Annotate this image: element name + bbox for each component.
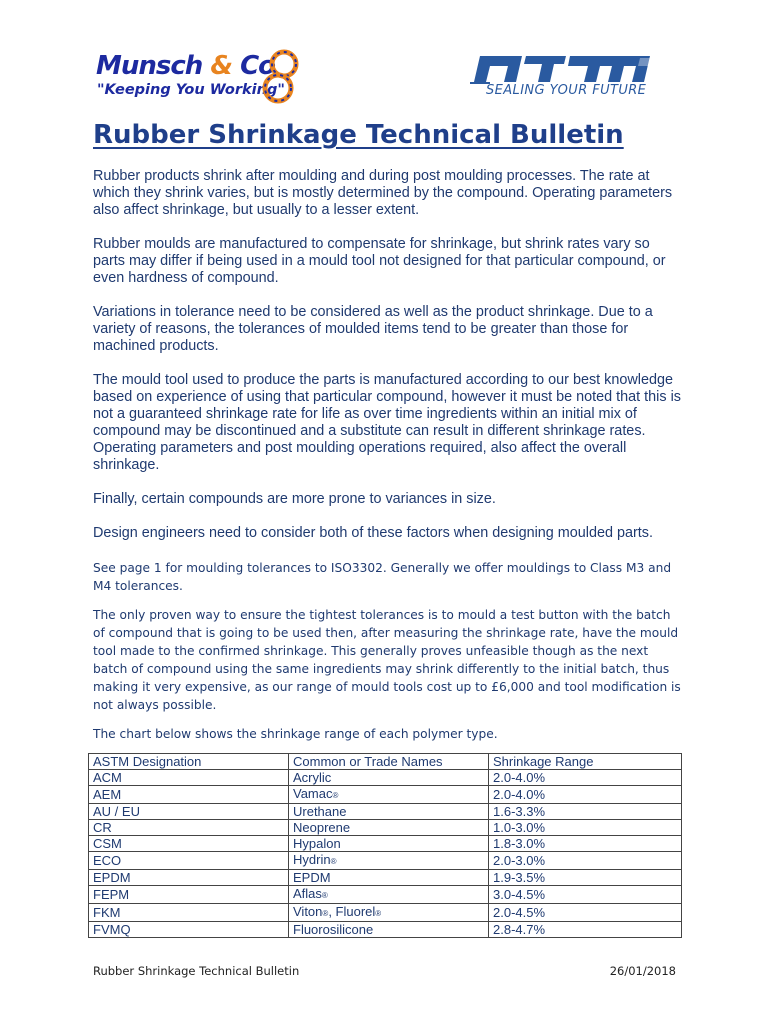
trade-name-cell xyxy=(289,786,489,804)
trade-name-cell xyxy=(289,804,489,820)
ptm-tagline: SEALING YOUR FUTURE xyxy=(486,83,647,98)
trade-name: Viton xyxy=(293,904,323,919)
trade-name-cell xyxy=(289,836,489,852)
astm-cell: CSM xyxy=(89,836,289,852)
astm-cell: FVMQ xyxy=(89,922,289,938)
shrinkage-range-cell: 1.8-3.0% xyxy=(489,836,682,852)
trade-name: Acrylic xyxy=(293,770,332,785)
paragraph: Design engineers need to consider both of these factors when designing moulded parts. xyxy=(93,525,653,541)
trade-name: Hypalon xyxy=(293,836,341,851)
trade-name: Neoprene xyxy=(293,820,351,835)
shrinkage-range-cell: 2.0-4.5% xyxy=(489,904,682,922)
ptm-logo xyxy=(462,52,662,102)
paragraph: Variations in tolerance need to be considered as well as the product shrinkage. Due to a variety of reasons, the tolerances of moulded items tend to be greater than those for machined products. xyxy=(93,304,653,354)
trade-name: Vamac xyxy=(293,786,333,801)
table-header-row xyxy=(89,754,682,770)
paragraph: The mould tool used to produce the parts is manufactured according to our best knowledge based on experience of using that particular compound, however it must be noted that this is not a guaranteed shrinkage rate for life as over time ingredients within an initial mix of compound may be discontinued and a substitute can result in different shrinkage rates. Operating parameters and post moulding operations required, also affect the overall shrinkage. xyxy=(93,372,681,473)
trade-name: Hydrin xyxy=(293,852,331,867)
trade-name-cell xyxy=(289,922,489,938)
munsch-logo xyxy=(93,48,313,104)
table-row xyxy=(89,804,682,820)
document-title: Rubber Shrinkage Technical Bulletin xyxy=(93,120,624,150)
paragraph: Rubber moulds are manufactured to compensate for shrinkage, but shrink rates vary so parts may differ if being used in a mould tool not designed for that particular compound, or even hardness of compound. xyxy=(93,236,666,286)
trade-name-cell xyxy=(289,820,489,836)
registered-mark: ® xyxy=(322,909,329,918)
table-row xyxy=(89,786,682,804)
astm-cell: EPDM xyxy=(89,870,289,886)
trade-name-cell xyxy=(289,870,489,886)
ring-seals-icon xyxy=(256,48,306,106)
trade-name-cell xyxy=(289,852,489,870)
table-row xyxy=(89,886,682,904)
trade-name: Urethane xyxy=(293,804,347,819)
trade-name-cell xyxy=(289,904,489,922)
column-header: Common or Trade Names xyxy=(289,754,489,770)
trade-name: Fluorosilicone xyxy=(293,922,374,937)
astm-cell: FKM xyxy=(89,904,289,922)
registered-mark: ® xyxy=(375,909,382,918)
shrinkage-range-cell: 2.0-4.0% xyxy=(489,770,682,786)
trade-name-cell xyxy=(289,770,489,786)
astm-cell: AEM xyxy=(89,786,289,804)
shrinkage-table xyxy=(88,753,682,938)
footer-title: Rubber Shrinkage Technical Bulletin xyxy=(93,964,300,978)
column-header: ASTM Designation xyxy=(89,754,289,770)
astm-cell: FEPM xyxy=(89,886,289,904)
astm-cell: AU / EU xyxy=(89,804,289,820)
shrinkage-range-cell: 2.8-4.7% xyxy=(489,922,682,938)
munsch-logo-tagline: "Keeping You Working" xyxy=(97,82,285,98)
astm-cell: ECO xyxy=(89,852,289,870)
table-row xyxy=(89,820,682,836)
paragraph: See page 1 for moulding tolerances to ISO3302. Generally we offer mouldings to Class M3 and M4 tolerances. xyxy=(93,561,672,593)
shrinkage-range-cell: 1.9-3.5% xyxy=(489,870,682,886)
trade-name-cell xyxy=(289,886,489,904)
document-body xyxy=(93,168,683,754)
munsch-logo-name: Munsch & Co xyxy=(96,51,276,81)
shrinkage-range-cell: 2.0-4.0% xyxy=(489,786,682,804)
paragraph: Rubber products shrink after moulding and during post moulding processes. The rate at which they shrink varies, but is mostly determined by the compound. Operating parameters also affect shrinkage, but usually to a lesser extent. xyxy=(93,168,673,218)
trade-name: Aflas xyxy=(293,886,322,901)
column-header: Shrinkage Range xyxy=(489,754,682,770)
table-row xyxy=(89,852,682,870)
table-row xyxy=(89,836,682,852)
shrinkage-range-cell: 1.6-3.3% xyxy=(489,804,682,820)
registered-mark: ® xyxy=(330,857,337,866)
shrinkage-range-cell: 1.0-3.0% xyxy=(489,820,682,836)
registered-mark: ® xyxy=(321,891,328,900)
trade-name: , Fluorel xyxy=(328,904,376,919)
registered-mark: ® xyxy=(332,791,339,800)
shrinkage-range-cell: 2.0-3.0% xyxy=(489,852,682,870)
table-row xyxy=(89,922,682,938)
shrinkage-range-cell: 3.0-4.5% xyxy=(489,886,682,904)
table-row xyxy=(89,770,682,786)
astm-cell: ACM xyxy=(89,770,289,786)
paragraph: The only proven way to ensure the tightest tolerances is to mould a test button with the batch of compound that is going to be used then, after measuring the shrinkage rate, have the mould tool made to the confirmed shrinkage. This generally proves unfeasible though as the next batch of compound using the same ingredients may shrink differently to the initial batch, thus making it very expensive, as our range of mould tools cost up to £6,000 and tool modification is not always possible. xyxy=(93,608,681,712)
paragraph: The chart below shows the shrinkage range of each polymer type. xyxy=(93,727,498,741)
astm-cell: CR xyxy=(89,820,289,836)
footer-date: 26/01/2018 xyxy=(609,964,676,978)
paragraph: Finally, certain compounds are more prone to variances in size. xyxy=(93,491,496,507)
table-row xyxy=(89,904,682,922)
trade-name: EPDM xyxy=(293,870,331,885)
ptm-wordmark-icon xyxy=(462,52,662,84)
table-row xyxy=(89,870,682,886)
